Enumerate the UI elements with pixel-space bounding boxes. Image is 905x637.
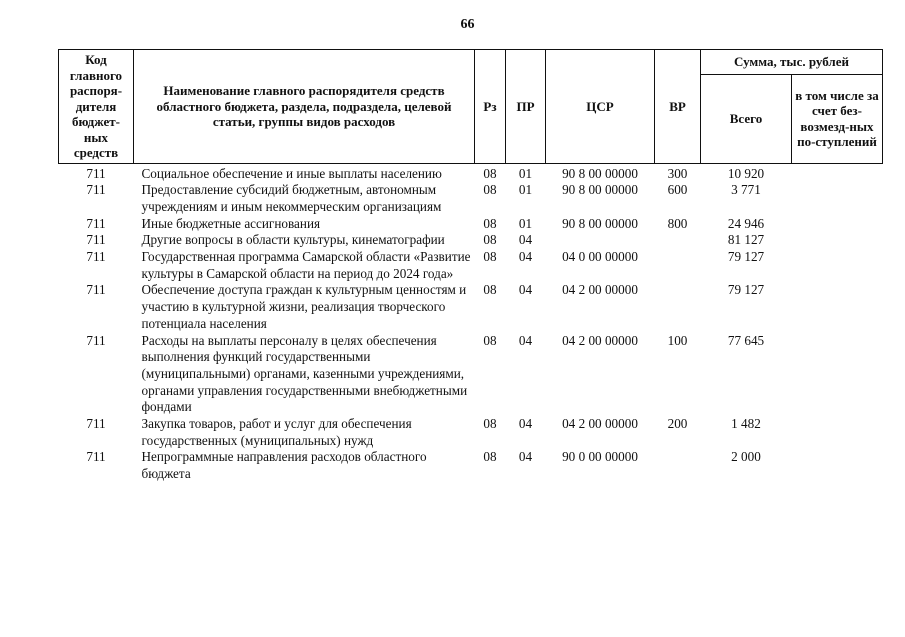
cell-vr: 300 bbox=[667, 165, 688, 181]
cell-total: 79 127 bbox=[727, 282, 765, 298]
cell-pr: 04 bbox=[518, 449, 533, 465]
table-row bbox=[59, 232, 883, 249]
cell-csr: 90 8 00 00000 bbox=[562, 182, 638, 198]
cell-csr: 90 8 00 00000 bbox=[562, 215, 638, 231]
cell-name: Государственная программа Самарской области «Развитие культуры в Самарской области на период до 2024 года» bbox=[141, 249, 471, 281]
cell-vr bbox=[655, 282, 701, 332]
cell-code: 711 bbox=[86, 282, 106, 298]
cell-vr: 200 bbox=[667, 416, 688, 432]
cell-name: Расходы на выплаты персоналу в целях обеспечения выполнения функций государственными (муниципальными) органами, казенными учреждениями, органами управления государственными внебюджетными фондами bbox=[141, 332, 468, 415]
table-row bbox=[59, 182, 883, 215]
budget-table bbox=[58, 49, 883, 483]
page-number: 66 bbox=[460, 17, 475, 32]
cell-vr bbox=[655, 249, 701, 282]
cell-rz: 08 bbox=[483, 282, 497, 298]
header-sum: Сумма, тыс. рублей bbox=[701, 50, 883, 75]
cell-code: 711 bbox=[86, 165, 106, 181]
cell-total: 24 946 bbox=[727, 215, 765, 231]
cell-total: 2 000 bbox=[731, 449, 761, 465]
cell-name: Закупка товаров, работ и услуг для обеспечения государственных (муниципальных) нужд bbox=[141, 416, 412, 448]
cell-rz: 08 bbox=[483, 215, 497, 231]
cell-code: 711 bbox=[86, 232, 106, 248]
table-row bbox=[59, 216, 883, 233]
cell-rz: 08 bbox=[483, 182, 497, 198]
cell-name: Непрограммные направления расходов областного бюджета bbox=[141, 449, 427, 482]
cell-name: Обеспечение доступа граждан к культурным ценностям и участию в культурной жизни, реализация творческого потенциала населения bbox=[141, 282, 467, 331]
cell-csr: 04 2 00 00000 bbox=[562, 282, 638, 298]
cell-vr bbox=[655, 232, 701, 249]
header-rz: Рз bbox=[475, 50, 506, 164]
cell-csr: 90 8 00 00000 bbox=[562, 165, 638, 181]
cell-rz: 08 bbox=[483, 416, 497, 432]
cell-pr: 04 bbox=[518, 332, 533, 348]
cell-csr: 04 2 00 00000 bbox=[562, 416, 638, 432]
cell-code: 711 bbox=[86, 416, 106, 432]
header-total: Всего bbox=[701, 75, 792, 164]
cell-total: 3 771 bbox=[731, 182, 761, 198]
header-pr: ПР bbox=[506, 50, 546, 164]
cell-free bbox=[792, 232, 883, 249]
table-body bbox=[59, 163, 883, 483]
table-row bbox=[59, 416, 883, 449]
header-vr: ВР bbox=[655, 50, 701, 164]
cell-rz: 08 bbox=[483, 165, 497, 181]
cell-pr: 04 bbox=[518, 249, 533, 265]
table-row bbox=[59, 249, 883, 282]
cell-vr: 600 bbox=[667, 182, 688, 198]
header-name: Наименование главного распорядителя средств областного бюджета, раздела, подраздела, целевой статьи, группы видов расходов bbox=[134, 50, 475, 164]
cell-total: 77 645 bbox=[727, 332, 765, 348]
cell-rz: 08 bbox=[483, 332, 497, 348]
table-row bbox=[59, 163, 883, 182]
cell-name: Предоставление субсидий бюджетным, автономным учреждениям и иным некоммерческим организациям bbox=[141, 182, 442, 214]
cell-pr: 01 bbox=[518, 165, 533, 181]
cell-code: 711 bbox=[86, 215, 106, 231]
cell-vr: 800 bbox=[667, 215, 688, 231]
cell-free bbox=[792, 163, 883, 182]
cell-free bbox=[792, 449, 883, 482]
cell-code: 711 bbox=[86, 249, 106, 265]
cell-free bbox=[792, 216, 883, 233]
cell-total: 81 127 bbox=[727, 232, 765, 248]
cell-vr: 100 bbox=[667, 332, 688, 348]
cell-total: 1 482 bbox=[731, 416, 761, 432]
cell-vr bbox=[655, 449, 701, 482]
cell-free bbox=[792, 333, 883, 417]
table-header bbox=[59, 50, 883, 164]
cell-total: 10 920 bbox=[727, 165, 765, 181]
header-code: Код главного распоря-дителя бюджет-ных средств bbox=[59, 50, 134, 164]
cell-csr: 04 2 00 00000 bbox=[562, 332, 638, 348]
table-row bbox=[59, 282, 883, 332]
cell-rz: 08 bbox=[483, 249, 497, 265]
cell-name: Социальное обеспечение и иные выплаты населению bbox=[141, 165, 442, 181]
cell-total: 79 127 bbox=[727, 249, 765, 265]
table-row bbox=[59, 333, 883, 417]
cell-pr: 04 bbox=[518, 232, 533, 248]
cell-pr: 01 bbox=[518, 215, 533, 231]
cell-free bbox=[792, 182, 883, 215]
cell-code: 711 bbox=[86, 332, 106, 348]
cell-free bbox=[792, 282, 883, 332]
header-free: в том числе за счет без-возмезд-ных по-ступлений bbox=[792, 75, 883, 164]
header-csr: ЦСР bbox=[546, 50, 655, 164]
cell-name: Другие вопросы в области культуры, кинематографии bbox=[141, 232, 445, 248]
cell-pr: 04 bbox=[518, 416, 533, 432]
cell-csr: 90 0 00 00000 bbox=[562, 449, 638, 465]
cell-pr: 01 bbox=[518, 182, 533, 198]
cell-csr bbox=[546, 232, 655, 249]
cell-name: Иные бюджетные ассигнования bbox=[141, 215, 321, 231]
table-row bbox=[59, 449, 883, 482]
cell-code: 711 bbox=[86, 449, 106, 465]
cell-rz: 08 bbox=[483, 232, 497, 248]
cell-free bbox=[792, 249, 883, 282]
cell-rz: 08 bbox=[483, 449, 497, 465]
cell-pr: 04 bbox=[518, 282, 533, 298]
cell-csr: 04 0 00 00000 bbox=[562, 249, 638, 265]
cell-free bbox=[792, 416, 883, 449]
cell-code: 711 bbox=[86, 182, 106, 198]
